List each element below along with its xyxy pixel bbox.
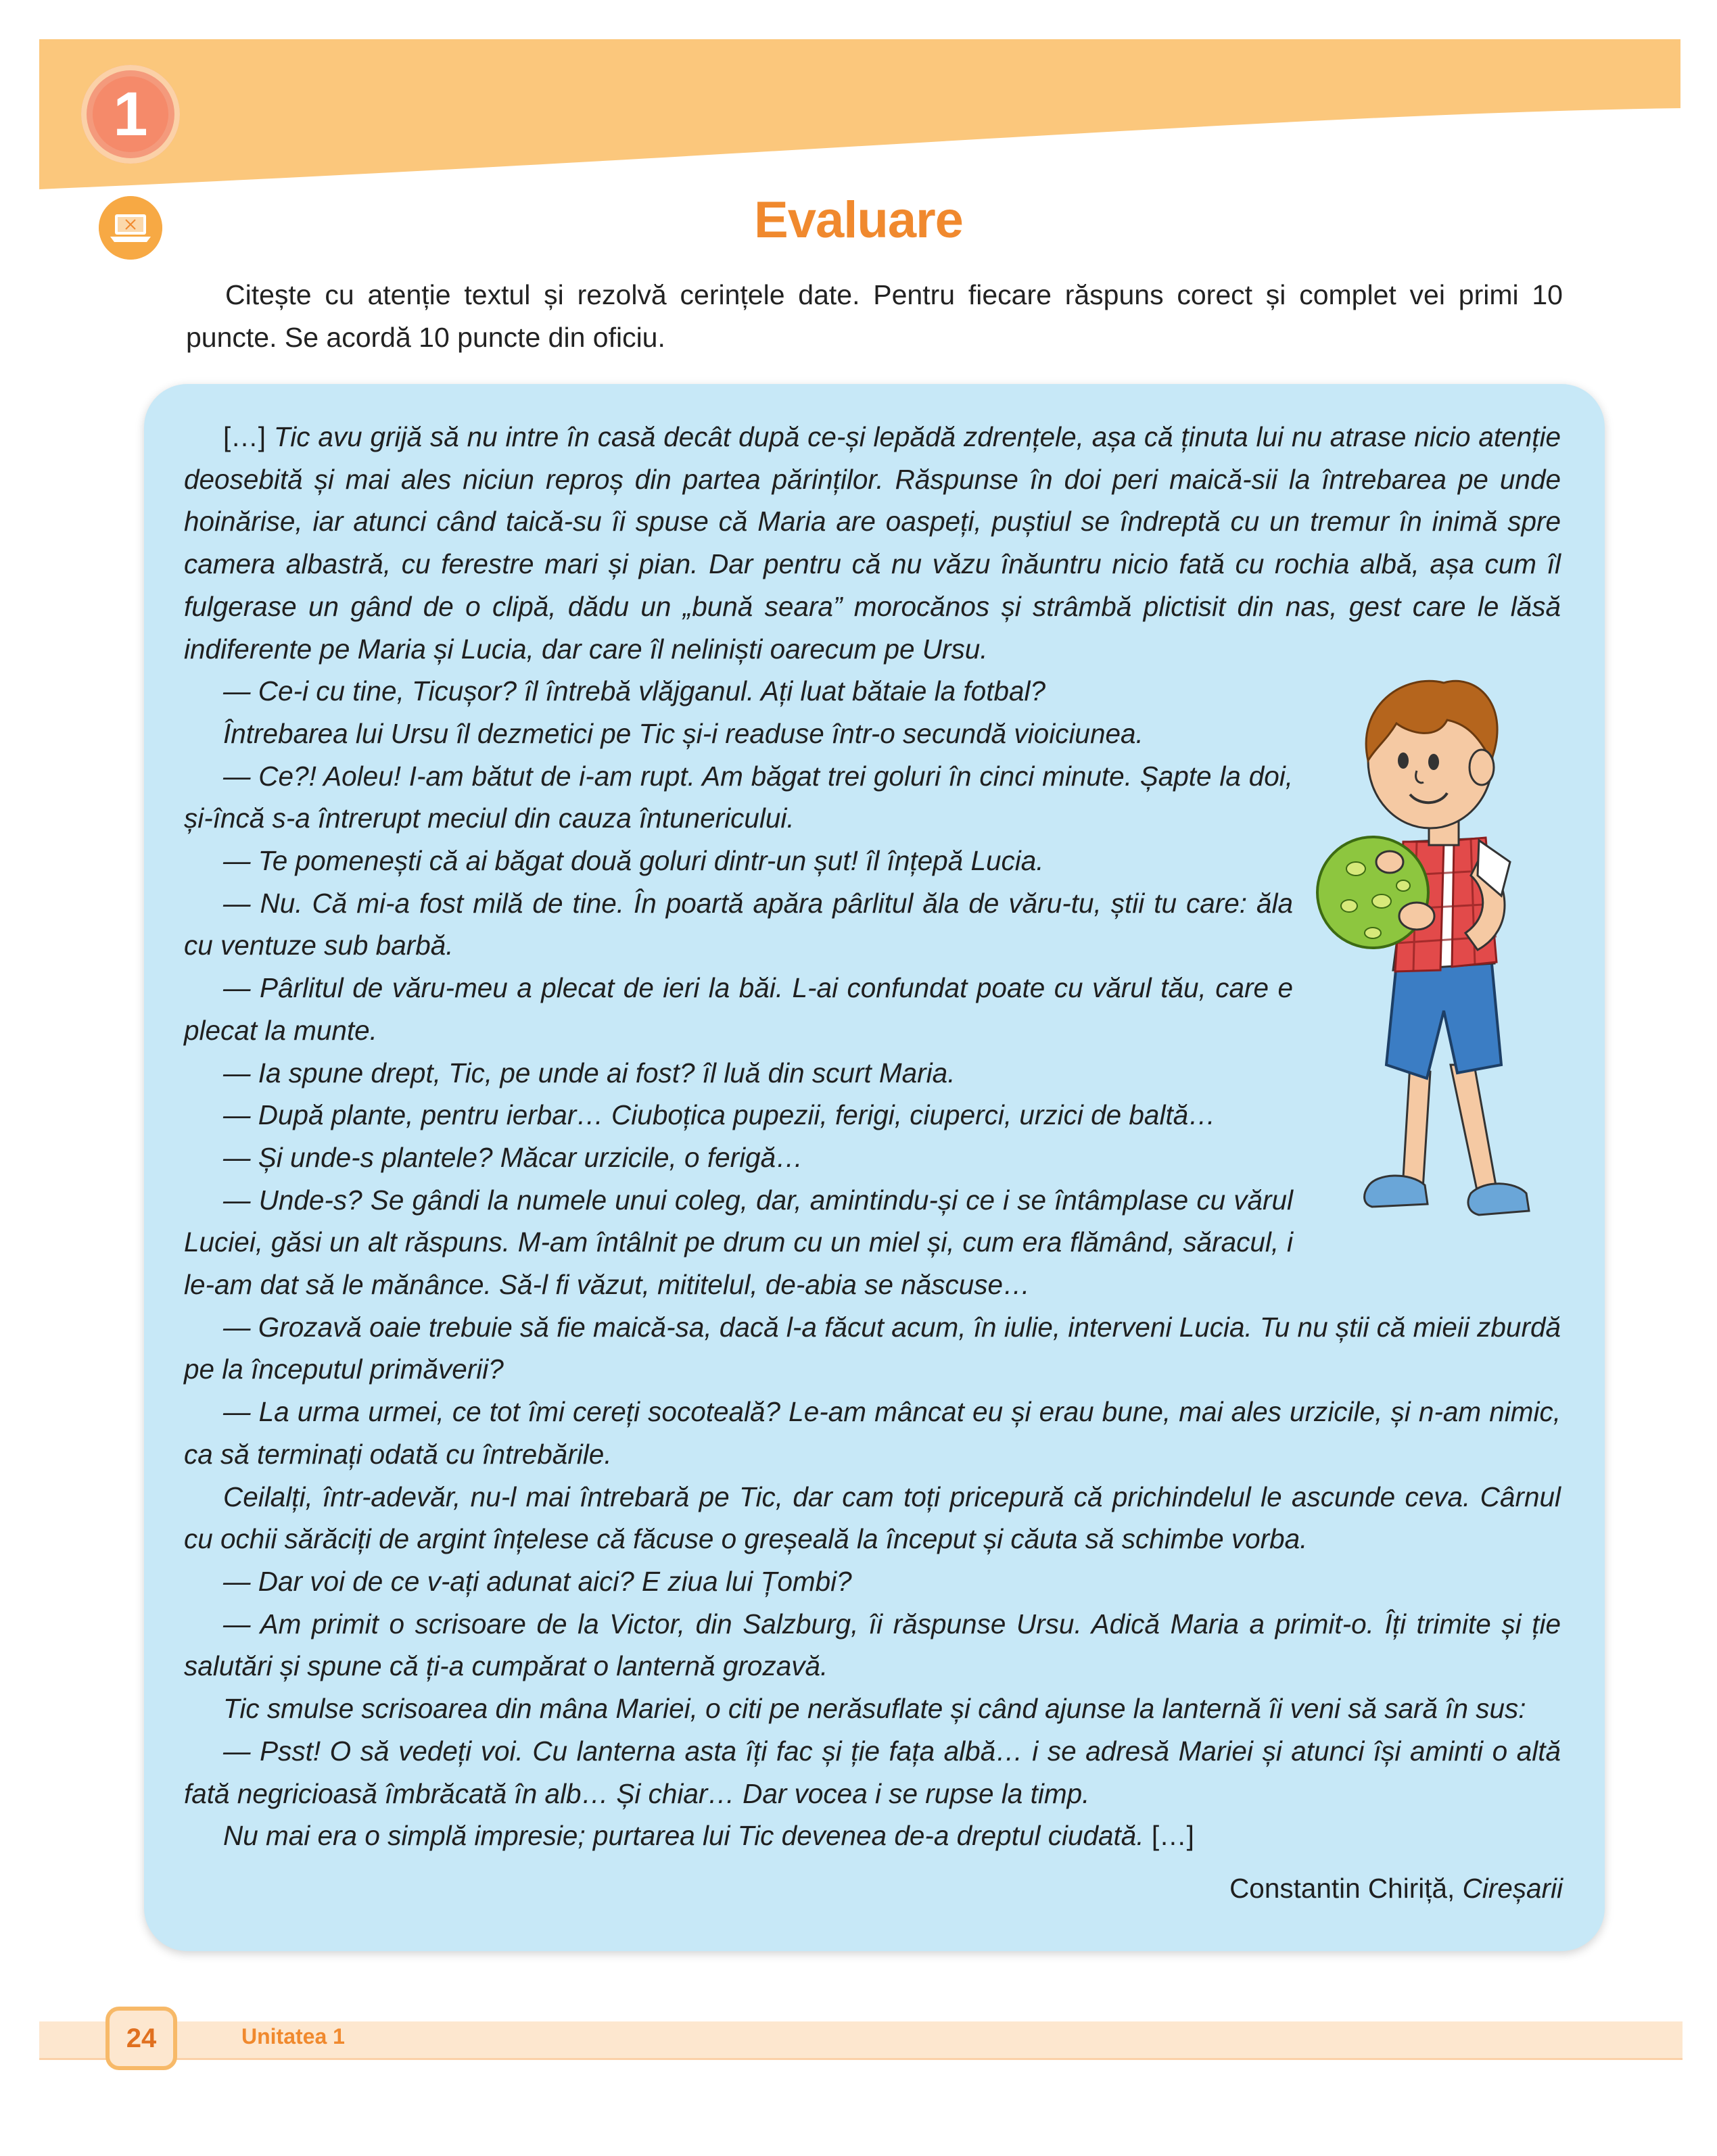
story-paragraph: — Psst! O să vedeți voi. Cu lanterna asta îți fac și ție fața albă… i se adresă Mariei și atunci își aminti o altă fată negricioasă îmbrăcată în alb… Și chiar… Dar vocea i se rupse la timp. [184,1735,1561,1809]
story-paragraph: — Unde-s? Se gândi la numele unui coleg, dar, amintindu-și ce i se întâmplase cu vărul Luciei, găsi un alt răspuns. M-am întâlnit pe drum cu un miel și, cum era flămând, săracul, i le-am dat să le mănânce. Să-l fi văzut, mititelul, de-abia se născuse… [184,1184,1293,1301]
story-paragraph: — Ia spune drept, Tic, pe unde ai fost? îl luă din scurt Maria. [223,1057,956,1088]
header-band [0,0,1717,203]
story-paragraph: — Pârlitul de văru-meu a plecat de ieri la băi. L-ai confundat poate cu vărul tău, care e plecat la munte. [184,972,1293,1046]
story-paragraph: Ceilalți, într-adevăr, nu-l mai întrebară pe Tic, dar cam toți pricepură că prichindelul le ascunde ceva. Cârnul cu ochii sărăciți de argint înțelese că făcuse o greșeală la început și căuta să schimbe vorba. [184,1481,1561,1555]
author-name: Constantin Chiriță, [1229,1873,1463,1904]
story-paragraph: — Te pomenești că ai băgat două goluri dintr-un șut! îl înțepă Lucia. [223,845,1044,877]
boy-with-ball-illustration [1309,659,1599,1241]
unit-number: 1 [93,76,168,152]
story-paragraph: — Nu. Că mi-a fost milă de tine. În poartă apăra pârlitul ăla de văru-tu, știi tu care: ăla cu ventuze sub barbă. [184,887,1293,961]
unit-number-badge [81,65,180,164]
story-paragraph: — Grozavă oaie trebuie să fie maică-sa, dacă l-a făcut acum, în iulie, interveni Lucia. Tu nu știi că mieii zburdă pe la începutul primăverii? [184,1311,1561,1385]
ellipsis-mark: […] [223,421,274,452]
story-paragraph: — Ce-i cu tine, Ticușor? îl întrebă vlăjganul. Ați luat bătaie la fotbal? [223,675,1046,707]
story-paragraph: — Dar voi de ce v-ați adunat aici? E ziua lui Țombi? [223,1565,852,1597]
story-paragraph: — Și unde-s plantele? Măcar urzicile, o ferigă… [223,1141,803,1173]
story-paragraph: — Ce?! Aoleu! I-am bătut de i-am rupt. Am băgat trei goluri în cinci minute. Șapte la doi, și-încă s-a întrerupt meciul din cauza întunericului. [184,760,1293,834]
story-paragraph: — Am primit o scrisoare de la Victor, din Salzburg, îi răspunse Ursu. Adică Maria a primit-o. Îți trimite și ție salutări și spune că ți-a cumpărat o lanternă grozavă. [184,1608,1561,1682]
story-paragraph: Nu mai era o simplă impresie; purtarea lui Tic devenea de-a dreptul ciudată. […] [223,1820,1194,1852]
story-paragraph: […] Tic avu grijă să nu intre în casă decât după ce-și lepădă zdrențele, așa că ținuta lui nu atrase nicio atenție deosebită și mai ales niciun reproș din partea părinților. Răspunse în doi peri maică-sii la întrebarea pe unde hoinărise, iar atunci când taică-su îi spuse că Maria are oaspeți, puștiul se îndreptă cu un tremur în inimă spre camera albastră, cu ferestre mari și pian. Dar pentru că nu văzu înăuntru nicio fată cu rochia albă, așa cum îl fulgerase un gând de o clipă, dădu un „bună seara” morocănos și strâmbă plictisit din nas, gest care le lăsă indiferente pe Maria și Lucia, dar care îl neliniști oarecum pe Ursu. [184,421,1561,665]
page-number: 24 [105,2007,177,2070]
footer-divider [39,2058,1683,2060]
page-title: Evaluare [754,191,963,249]
instructions-text: Citește cu atenție textul și rezolvă cerințele date. Pentru fiecare răspuns corect și complet vei primi 10 puncte. Se acordă 10 puncte din oficiu. [186,279,1563,353]
attribution [1229,1873,1563,1905]
story-paragraph: — La urma urmei, ce tot îmi cereți socoteală? Le-am mâncat eu și erau bune, mai ales urzicile, și n-am nimic, ca să terminați odată cu întrebările. [184,1396,1561,1470]
unit-label: Unitatea 1 [241,2024,345,2049]
ellipsis-mark: […] [1144,1820,1194,1852]
story-paragraph: Tic smulse scrisoarea din mâna Mariei, o citi pe nerăsuflate și când ajunse la lanternă îi veni să sară în sus: [223,1693,1526,1725]
work-title: Cireșarii [1462,1873,1563,1904]
story-paragraph: — După plante, pentru ierbar… Ciuboțica pupezii, ferigi, ciuperci, urzici de baltă… [223,1099,1216,1131]
story-paragraph: Întrebarea lui Ursu îl dezmetici pe Tic și-i readuse într-o secundă vioiciunea. [223,717,1144,749]
